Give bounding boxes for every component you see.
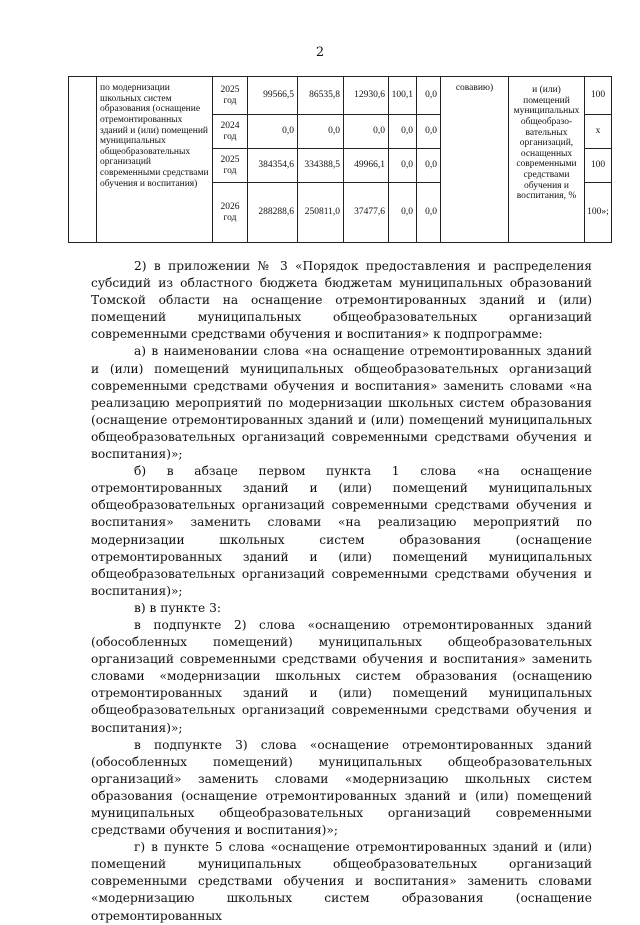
paragraph-subpoint-3: в подпункте 3) слова «оснащение отремонтированных зданий (обособленных помещений) муниципальных общеобразовательных организаций» заменить словами «модернизацию школьных систем образования (оснащение отремонтированных зданий и (или) помещений муниципальных общеобразовательных организаций современными средствами обучения и воспитания)»; [91,737,592,838]
regional-cell: 0,0 [344,115,389,149]
table-margin-cell [69,77,97,243]
regional-cell: 37477,6 [344,183,389,243]
year-cell: 2025 год [213,149,248,183]
paragraph-subitem-b: б) в абзаце первом пункта 1 слова «на оснащение отремонтированных зданий и (или) помещений муниципальных общеобразовательных организаций современными средствами обучения и воспитания» заменить словами «на реализацию мероприятий по модернизации школьных систем образования (оснащение отремонтированных зданий и (или) помещений муниципальных общеобразовательных организаций современными средствами обучения и воспитания)»; [91,464,592,598]
paragraph-item-2: 2) в приложении № 3 «Порядок предоставления и распределения субсидий из областного бюджета бюджетам муниципальных образований Томской области на оснащение отремонтированных зданий и (или) помещений муниципальных общеобразовательных организаций современными средствами обучения и воспитания» к подпрограмме: [91,259,592,342]
total-cell: 288288,6 [248,183,298,243]
target-value-cell: 100»; [585,183,612,243]
year-cell: 2026 год [213,183,248,243]
regional-cell: 12930,6 [344,77,389,115]
target-value-cell: x [585,115,612,149]
total-cell: 0,0 [248,115,298,149]
year-cell: 2025 год [213,77,248,115]
federal-cell: 0,0 [298,115,344,149]
local-cell: 0,0 [389,149,417,183]
target-value-cell: 100 [585,77,612,115]
measure-description: по модернизации школьных систем образования (оснащение отремонтированных зданий и (или) помещений муниципальных общеобразовательных организаций современными средствами обучения и воспитания) [97,77,213,243]
federal-cell: 86535,8 [298,77,344,115]
total-cell: 384354,6 [248,149,298,183]
page-number: 2 [315,45,325,60]
federal-cell: 334388,5 [298,149,344,183]
other-cell: 0,0 [417,115,441,149]
local-cell: 0,0 [389,115,417,149]
year-cell: 2024 год [213,115,248,149]
regional-cell: 49966,1 [344,149,389,183]
paragraph-subitem-g: г) в пункте 5 слова «оснащение отремонтированных зданий и (или) помещений муниципальных общеобразовательных организаций современными средствами обучения и воспитания» заменить словами «модернизацию школьных систем образования (оснащение отремонтированных [91,840,592,923]
paragraph-subitem-v: в) в пункте 3: [134,600,221,615]
other-cell: 0,0 [417,183,441,243]
other-cell: 0,0 [417,149,441,183]
indicator-cell: и (или) помещений муниципальных общеобразо-вательных организаций, оснащенных современными средствами обучения и воспитания, % [509,77,585,243]
local-cell: 100,1 [389,77,417,115]
other-cell: 0,0 [417,77,441,115]
local-cell: 0,0 [389,183,417,243]
federal-cell: 250811,0 [298,183,344,243]
paragraph-subitem-a: а) в наименовании слова «на оснащение отремонтированных зданий и (или) помещений муниципальных общеобразовательных организаций современными средствами обучения и воспитания» заменить словами «на реализацию мероприятий по модернизации школьных систем образования (оснащение отремонтированных зданий и (или) помещений муниципальных общеобразовательных организаций современными средствами обучения и воспитания)»; [91,344,592,462]
total-cell: 99566,5 [248,77,298,115]
budget-table [68,76,612,243]
paragraph-subpoint-2: в подпункте 2) слова «оснащению отремонтированных зданий (обособленных помещений) муниципальных общеобразовательных организаций современными средствами обучения и воспитания» заменить словами «модернизации школьных систем образования (оснащению отремонтированных зданий и (или) помещений муниципальных общеобразовательных организаций современными средствами обучения и воспитания)»; [91,617,592,735]
target-value-cell: 100 [585,149,612,183]
executor-cell: совавию) [441,77,509,243]
document-body [91,258,592,925]
